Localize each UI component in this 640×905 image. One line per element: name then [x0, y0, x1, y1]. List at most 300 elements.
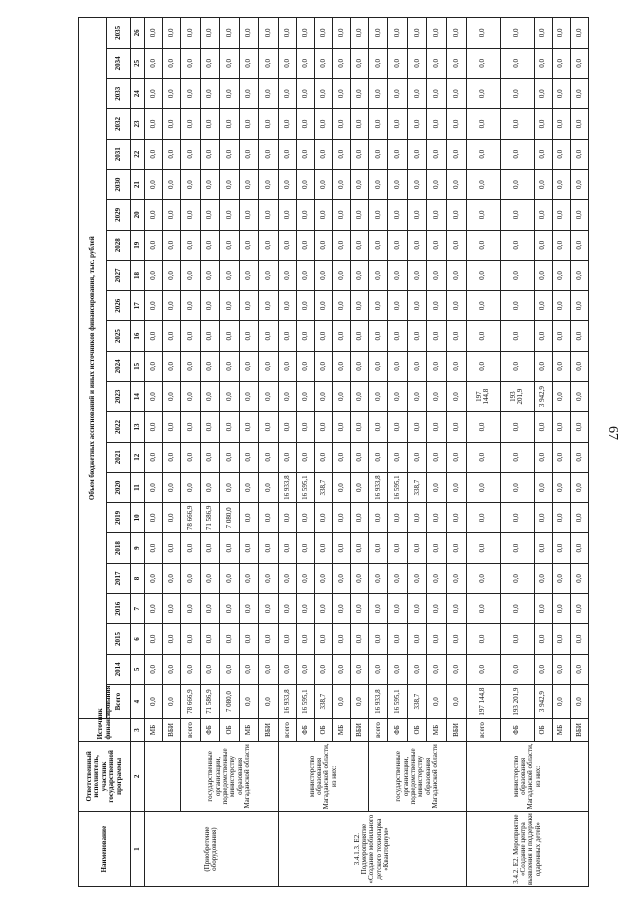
header-year: 2021: [107, 442, 131, 472]
value-year: 0,0: [407, 139, 426, 169]
header-year: 2020: [107, 472, 131, 502]
value-year: 0,0: [427, 412, 446, 442]
value-year: 0,0: [427, 291, 446, 321]
value-year: 0,0: [427, 230, 446, 260]
value-year: 0,0: [388, 563, 407, 593]
value-year: 0,0: [314, 291, 332, 321]
value-year: 0,0: [446, 48, 466, 78]
value-year: 0,0: [200, 291, 219, 321]
value-year: 0,0: [239, 230, 258, 260]
value-year: 0,0: [163, 382, 181, 412]
value-year: 0,0: [332, 321, 350, 351]
rotated-page: [78, 17, 589, 887]
column-number: 16: [131, 321, 145, 351]
value-year: 0,0: [388, 230, 407, 260]
value-total: 0,0: [570, 684, 588, 718]
value-year: 0,0: [570, 79, 588, 109]
value-year: 0,0: [239, 169, 258, 199]
value-year: 0,0: [388, 169, 407, 199]
value-year: 0,0: [314, 412, 332, 442]
value-year: 0,0: [534, 321, 552, 351]
value-year: 0,0: [259, 382, 279, 412]
value-year: 0,0: [388, 442, 407, 472]
value-year: 0,0: [332, 139, 350, 169]
value-year: 0,0: [259, 48, 279, 78]
value-year: 0,0: [314, 533, 332, 563]
value-year: 0,0: [466, 321, 500, 351]
value-year: 16 595,1: [388, 472, 407, 502]
value-year: 0,0: [332, 594, 350, 624]
value-year: 0,0: [278, 139, 296, 169]
value-total: 197 144,8: [466, 684, 500, 718]
funding-source: ОБ: [407, 719, 426, 741]
value-year: 0,0: [570, 472, 588, 502]
value-year: 0,0: [407, 533, 426, 563]
value-year: 0,0: [239, 503, 258, 533]
value-year: 0,0: [552, 624, 570, 654]
value-total: 193 201,9: [500, 684, 534, 718]
executor-name: [145, 741, 181, 812]
value-year: 0,0: [350, 169, 368, 199]
value-year: 0,0: [407, 594, 426, 624]
value-year: 0,0: [369, 533, 388, 563]
column-number: 23: [131, 109, 145, 139]
value-year: 0,0: [446, 139, 466, 169]
value-year: 0,0: [534, 79, 552, 109]
value-year: 0,0: [314, 139, 332, 169]
value-year: 0,0: [446, 412, 466, 442]
value-total: 0,0: [145, 684, 163, 718]
value-year: 0,0: [200, 230, 219, 260]
value-year: 0,0: [163, 169, 181, 199]
header-total: Всего: [107, 684, 131, 718]
value-year: 78 666,9: [181, 503, 200, 533]
value-year: 0,0: [407, 48, 426, 78]
funding-source: ВБИ: [259, 719, 279, 741]
header-year: 2032: [107, 109, 131, 139]
value-year: 0,0: [259, 79, 279, 109]
value-year: 0,0: [200, 472, 219, 502]
value-year: 0,0: [220, 533, 239, 563]
value-year: 0,0: [534, 472, 552, 502]
value-year: 0,0: [239, 18, 258, 49]
value-year: 0,0: [446, 321, 466, 351]
value-year: 0,0: [427, 533, 446, 563]
value-total: 78 666,9: [181, 684, 200, 718]
value-year: 0,0: [239, 291, 258, 321]
measure-name: 3.4.1.3. Е2. Подмероприятие «Создание мобильного детского технопарка «Кванториум»: [278, 812, 466, 887]
funding-source: ФБ: [500, 719, 534, 741]
value-year: 0,0: [163, 18, 181, 49]
value-year: 0,0: [145, 260, 163, 290]
value-year: 0,0: [296, 503, 314, 533]
column-number: 24: [131, 79, 145, 109]
value-year: 0,0: [350, 382, 368, 412]
value-year: 0,0: [332, 472, 350, 502]
funding-source: всего: [466, 719, 500, 741]
value-year: 0,0: [570, 230, 588, 260]
table-body: [145, 18, 589, 887]
value-year: 0,0: [278, 169, 296, 199]
value-year: 0,0: [552, 200, 570, 230]
value-total: 3 942,9: [534, 684, 552, 718]
value-year: 0,0: [259, 109, 279, 139]
value-year: 0,0: [220, 563, 239, 593]
value-year: 0,0: [350, 412, 368, 442]
value-year: 0,0: [296, 351, 314, 381]
funding-source: ВБИ: [163, 719, 181, 741]
header-year: 2015: [107, 624, 131, 654]
value-year: 0,0: [500, 351, 534, 381]
value-year: 0,0: [407, 79, 426, 109]
value-year: 0,0: [500, 533, 534, 563]
value-year: 0,0: [446, 654, 466, 684]
value-year: 0,0: [427, 79, 446, 109]
value-year: 0,0: [296, 412, 314, 442]
value-year: 0,0: [500, 503, 534, 533]
value-year: 0,0: [466, 351, 500, 381]
value-year: 0,0: [259, 321, 279, 351]
value-year: 0,0: [145, 18, 163, 49]
value-year: 0,0: [314, 48, 332, 78]
column-number: 5: [131, 654, 145, 684]
value-year: 0,0: [181, 48, 200, 78]
value-year: 0,0: [407, 18, 426, 49]
table-row: [466, 18, 500, 887]
value-year: 0,0: [145, 200, 163, 230]
value-year: 0,0: [163, 351, 181, 381]
value-total: 0,0: [259, 684, 279, 718]
value-year: 0,0: [314, 169, 332, 199]
table-row: [145, 18, 163, 887]
column-number: 4: [131, 684, 145, 718]
header-year: 2028: [107, 230, 131, 260]
value-year: 0,0: [220, 412, 239, 442]
value-year: 0,0: [500, 291, 534, 321]
value-year: 0,0: [466, 412, 500, 442]
value-year: 0,0: [350, 321, 368, 351]
value-year: 0,0: [200, 654, 219, 684]
header-year: 2024: [107, 351, 131, 381]
page-number: 67: [605, 426, 620, 440]
value-year: 0,0: [332, 230, 350, 260]
value-year: 0,0: [314, 351, 332, 381]
value-year: 0,0: [220, 109, 239, 139]
value-year: 0,0: [427, 624, 446, 654]
funding-source: МБ: [427, 719, 446, 741]
value-year: 0,0: [388, 200, 407, 230]
value-year: 0,0: [500, 594, 534, 624]
funding-source: ОБ: [314, 719, 332, 741]
value-year: 0,0: [163, 503, 181, 533]
value-year: 0,0: [466, 200, 500, 230]
funding-source: всего: [369, 719, 388, 741]
value-year: 0,0: [181, 563, 200, 593]
value-year: 0,0: [570, 412, 588, 442]
value-year: 0,0: [200, 533, 219, 563]
column-number: 2: [131, 741, 145, 812]
value-year: 0,0: [427, 351, 446, 381]
value-year: 0,0: [350, 79, 368, 109]
value-year: 0,0: [388, 412, 407, 442]
value-year: 0,0: [427, 594, 446, 624]
value-year: 0,0: [145, 654, 163, 684]
column-number: 7: [131, 594, 145, 624]
value-year: 0,0: [163, 200, 181, 230]
value-year: 0,0: [350, 594, 368, 624]
value-year: 0,0: [466, 594, 500, 624]
value-year: 0,0: [552, 79, 570, 109]
value-year: 0,0: [332, 291, 350, 321]
value-year: 0,0: [570, 533, 588, 563]
value-year: 0,0: [181, 139, 200, 169]
value-year: 0,0: [350, 533, 368, 563]
value-year: 0,0: [296, 169, 314, 199]
value-year: 0,0: [278, 563, 296, 593]
value-year: 0,0: [350, 260, 368, 290]
column-number: 20: [131, 200, 145, 230]
value-year: 0,0: [200, 109, 219, 139]
value-year: 0,0: [278, 79, 296, 109]
value-year: 0,0: [500, 321, 534, 351]
funding-source: ОБ: [534, 719, 552, 741]
value-year: 0,0: [239, 624, 258, 654]
value-year: 0,0: [388, 351, 407, 381]
value-year: 0,0: [552, 351, 570, 381]
value-year: 0,0: [570, 200, 588, 230]
value-year: 0,0: [350, 48, 368, 78]
value-year: 0,0: [388, 503, 407, 533]
value-year: 0,0: [534, 563, 552, 593]
value-year: 0,0: [163, 654, 181, 684]
value-year: 0,0: [446, 230, 466, 260]
value-year: 0,0: [427, 503, 446, 533]
value-year: 0,0: [145, 382, 163, 412]
value-year: 0,0: [200, 79, 219, 109]
value-year: 0,0: [534, 139, 552, 169]
header-year: 2034: [107, 48, 131, 78]
value-total: 0,0: [446, 684, 466, 718]
value-year: 0,0: [239, 563, 258, 593]
value-total: 16 595,1: [388, 684, 407, 718]
value-year: 0,0: [314, 442, 332, 472]
header-year: 2035: [107, 18, 131, 49]
value-year: 0,0: [145, 472, 163, 502]
value-year: 0,0: [332, 412, 350, 442]
value-year: 0,0: [163, 533, 181, 563]
value-year: 0,0: [570, 594, 588, 624]
value-year: 0,0: [388, 260, 407, 290]
value-total: 0,0: [332, 684, 350, 718]
value-year: 7 080,0: [220, 503, 239, 533]
value-year: 0,0: [446, 442, 466, 472]
value-year: 0,0: [446, 260, 466, 290]
value-year: 0,0: [570, 442, 588, 472]
header-name: Наименование: [79, 812, 131, 887]
value-year: 0,0: [145, 109, 163, 139]
funding-source: ВБИ: [446, 719, 466, 741]
value-year: 0,0: [181, 472, 200, 502]
value-year: 0,0: [446, 533, 466, 563]
value-year: 0,0: [500, 200, 534, 230]
value-year: 0,0: [163, 48, 181, 78]
value-year: 0,0: [407, 654, 426, 684]
value-year: 0,0: [296, 321, 314, 351]
value-year: 0,0: [427, 321, 446, 351]
value-year: 0,0: [314, 624, 332, 654]
header-year: 2029: [107, 200, 131, 230]
value-year: 0,0: [466, 503, 500, 533]
value-year: 0,0: [181, 533, 200, 563]
header-year: 2016: [107, 594, 131, 624]
value-year: 0,0: [332, 624, 350, 654]
value-year: 0,0: [552, 533, 570, 563]
value-year: 0,0: [427, 442, 446, 472]
value-year: 0,0: [259, 563, 279, 593]
value-total: 0,0: [350, 684, 368, 718]
measure-name: (Приобретение оборудования): [145, 812, 279, 887]
value-year: 0,0: [296, 654, 314, 684]
value-year: 0,0: [466, 472, 500, 502]
value-year: 0,0: [407, 382, 426, 412]
value-year: 0,0: [388, 139, 407, 169]
header-source: Источник финансирования: [79, 719, 131, 741]
value-year: 0,0: [446, 18, 466, 49]
value-year: 0,0: [181, 624, 200, 654]
value-year: 0,0: [369, 351, 388, 381]
value-year: 0,0: [332, 533, 350, 563]
header-year: 2023: [107, 382, 131, 412]
value-year: 0,0: [200, 18, 219, 49]
value-year: 0,0: [552, 230, 570, 260]
header-year: 2019: [107, 503, 131, 533]
value-year: 0,0: [163, 472, 181, 502]
value-year: 0,0: [427, 260, 446, 290]
value-year: 0,0: [369, 412, 388, 442]
value-year: 0,0: [446, 382, 466, 412]
value-year: 0,0: [278, 200, 296, 230]
value-year: 0,0: [163, 139, 181, 169]
value-year: 0,0: [200, 624, 219, 654]
value-year: 0,0: [534, 230, 552, 260]
value-year: 0,0: [427, 18, 446, 49]
table-row: [181, 18, 200, 887]
value-year: 0,0: [534, 260, 552, 290]
value-year: 0,0: [500, 412, 534, 442]
value-year: 0,0: [145, 79, 163, 109]
value-year: 0,0: [278, 382, 296, 412]
value-year: 0,0: [278, 503, 296, 533]
value-year: 0,0: [239, 79, 258, 109]
value-year: 0,0: [388, 48, 407, 78]
value-year: 0,0: [296, 230, 314, 260]
value-year: 0,0: [145, 351, 163, 381]
value-year: 0,0: [259, 139, 279, 169]
value-year: 0,0: [350, 291, 368, 321]
value-year: 0,0: [163, 79, 181, 109]
value-year: 0,0: [570, 18, 588, 49]
measure-name: 3.4.2. Е2. Мероприятие «Создание центра выявления и поддержки одаренных детей»: [466, 812, 588, 887]
value-year: 0,0: [220, 442, 239, 472]
value-year: 0,0: [220, 382, 239, 412]
value-year: 0,0: [427, 563, 446, 593]
value-year: 0,0: [552, 18, 570, 49]
value-year: 0,0: [220, 594, 239, 624]
value-year: 0,0: [296, 442, 314, 472]
value-year: 0,0: [220, 230, 239, 260]
value-total: 338,7: [314, 684, 332, 718]
value-year: 0,0: [369, 18, 388, 49]
value-year: 0,0: [163, 624, 181, 654]
value-year: 0,0: [259, 442, 279, 472]
value-year: 0,0: [296, 79, 314, 109]
value-year: 0,0: [200, 563, 219, 593]
column-number: 11: [131, 472, 145, 502]
value-year: 0,0: [369, 442, 388, 472]
executor-name: министерство образования Магаданской области, из них:: [278, 741, 368, 812]
value-year: 0,0: [332, 169, 350, 199]
value-year: 0,0: [200, 382, 219, 412]
value-year: 0,0: [500, 109, 534, 139]
executor-name: государственные организации, подведомственные министерству образования Магаданской области: [369, 741, 467, 812]
value-year: 0,0: [552, 321, 570, 351]
funding-source: МБ: [239, 719, 258, 741]
value-year: 0,0: [534, 412, 552, 442]
value-year: 16 933,8: [369, 472, 388, 502]
value-year: 0,0: [259, 260, 279, 290]
value-year: 0,0: [239, 594, 258, 624]
value-year: 0,0: [145, 503, 163, 533]
value-year: 0,0: [220, 472, 239, 502]
value-year: 0,0: [145, 321, 163, 351]
value-year: 0,0: [296, 533, 314, 563]
value-year: 0,0: [239, 139, 258, 169]
value-year: 0,0: [239, 472, 258, 502]
value-year: 0,0: [163, 442, 181, 472]
value-year: 0,0: [388, 291, 407, 321]
value-year: 338,7: [407, 472, 426, 502]
value-year: 0,0: [534, 624, 552, 654]
value-year: 0,0: [534, 291, 552, 321]
value-year: 0,0: [145, 169, 163, 199]
value-total: 0,0: [552, 684, 570, 718]
header-row-1: [79, 18, 107, 887]
value-year: 0,0: [259, 624, 279, 654]
value-year: 0,0: [259, 169, 279, 199]
value-year: 0,0: [407, 412, 426, 442]
value-year: 0,0: [350, 472, 368, 502]
value-year: 0,0: [181, 109, 200, 139]
value-year: 0,0: [239, 351, 258, 381]
value-year: 0,0: [181, 291, 200, 321]
value-year: 0,0: [163, 230, 181, 260]
value-total: 0,0: [427, 684, 446, 718]
value-year: 0,0: [200, 139, 219, 169]
value-year: 0,0: [332, 260, 350, 290]
value-year: 0,0: [296, 291, 314, 321]
value-year: 0,0: [145, 412, 163, 442]
value-year: 0,0: [200, 260, 219, 290]
value-year: 0,0: [181, 442, 200, 472]
value-year: 0,0: [407, 291, 426, 321]
value-year: 0,0: [552, 291, 570, 321]
funding-source: МБ: [552, 719, 570, 741]
value-year: 0,0: [200, 321, 219, 351]
value-year: 0,0: [220, 79, 239, 109]
value-year: 0,0: [500, 48, 534, 78]
value-year: 0,0: [369, 260, 388, 290]
value-year: 0,0: [534, 109, 552, 139]
